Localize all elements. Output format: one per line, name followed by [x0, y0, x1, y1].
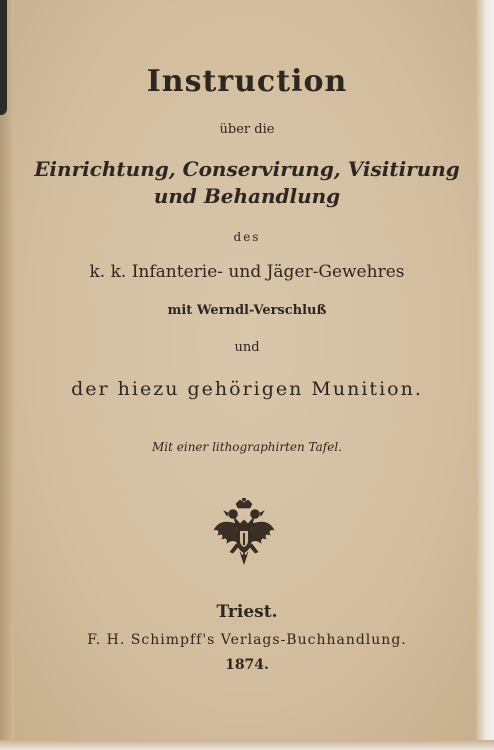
ammunition-line: der hiezu gehörigen Munition.: [71, 378, 423, 400]
place: Triest.: [216, 602, 278, 622]
subject-line-2: und Behandlung: [153, 184, 341, 208]
double-headed-eagle-icon: [212, 498, 276, 568]
publisher: F. H. Schimpff's Verlags-Buchhandlung.: [87, 632, 407, 648]
subject-line-1: Einrichtung, Conservirung, Visitirung: [34, 157, 460, 181]
line-ueber: über die: [219, 122, 275, 137]
weapon-line: k. k. Infanterie- und Jäger-Gewehres: [89, 262, 405, 282]
lock-line: mit Werndl-Verschluß: [167, 303, 327, 318]
line-des: des: [233, 230, 261, 244]
book-title: Instruction: [146, 64, 348, 99]
line-und: und: [234, 340, 260, 355]
plate-note: Mit einer lithographirten Tafel.: [152, 440, 342, 454]
page-bottom-edge: [0, 740, 494, 750]
year: 1874.: [225, 657, 269, 673]
